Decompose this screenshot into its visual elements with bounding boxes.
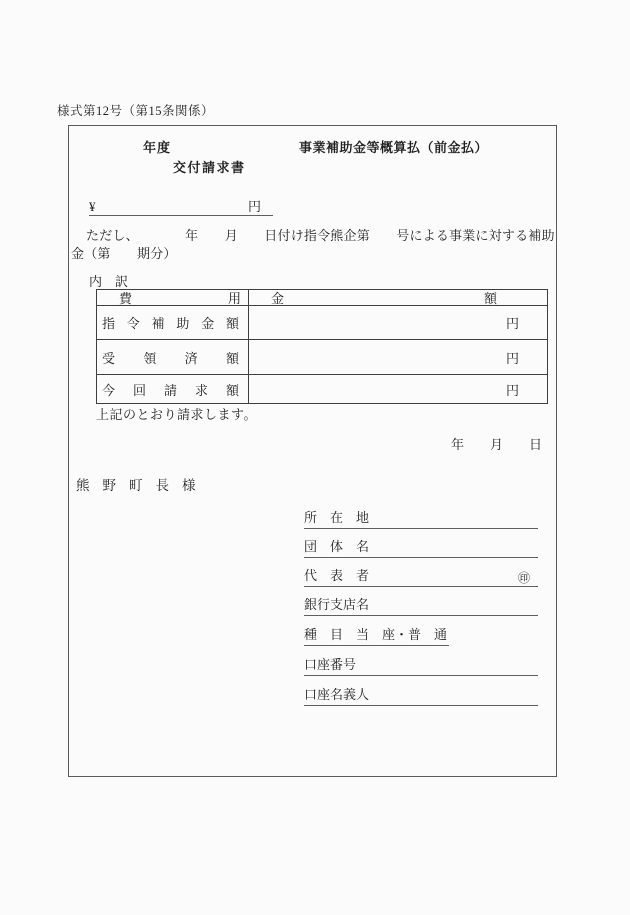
yen-unit: 円 — [505, 382, 519, 398]
title-sub: 交付請求書 — [173, 160, 246, 175]
field-account-number — [304, 654, 538, 676]
row-value-ordered-subsidy — [249, 306, 547, 340]
field-representative-label: 代 表 者 — [304, 568, 370, 583]
field-representative — [304, 565, 538, 587]
title-main: 事業補助金等概算払（前金払） — [299, 140, 489, 155]
yen-unit: 円 — [505, 350, 519, 366]
header-expense-right: 用 — [227, 291, 241, 306]
field-account-type — [304, 624, 449, 646]
proviso-line2: 金（第 期分） — [71, 245, 177, 261]
addressee: 熊野町長様 — [76, 478, 209, 493]
form-sheet — [68, 125, 557, 777]
field-location-label: 所 在 地 — [304, 510, 370, 525]
field-bank-branch-label: 銀行支店名 — [304, 597, 370, 612]
row-value-current-claim — [249, 375, 547, 403]
seal-mark-icon: ㊞ — [517, 571, 530, 585]
title-year-prefix: 年度 — [143, 140, 172, 155]
yen-unit-label: 円 — [247, 199, 261, 214]
row-label-ordered-subsidy: 指 令 補 助 金 額 — [97, 306, 249, 340]
proviso-text — [71, 227, 557, 262]
field-organization-label: 団 体 名 — [304, 539, 370, 554]
field-account-holder — [304, 684, 538, 706]
date-line: 年 月 日 — [450, 437, 542, 452]
table-header-amount — [249, 290, 547, 306]
header-amount-left: 金 — [271, 291, 285, 306]
header-amount-right: 額 — [483, 291, 497, 306]
amount-underline — [89, 196, 273, 216]
field-account-holder-label: 口座名義人 — [304, 687, 370, 702]
table-header-expense — [97, 290, 249, 306]
closing-statement: 上記のとおり請求します。 — [96, 407, 257, 422]
header-expense-left: 費 — [119, 291, 133, 306]
row-label-current-claim: 今 回 請 求 額 — [97, 375, 249, 403]
breakdown-table — [96, 289, 548, 404]
row-value-received-amount — [249, 340, 547, 375]
breakdown-label: 内 訳 — [89, 274, 129, 289]
row-label-received-amount: 受 領 済 額 — [97, 340, 249, 375]
proviso-line1: ただし、 年 月 日付け指令熊企第 号による事業に対する補助 — [86, 228, 555, 243]
yen-unit: 円 — [505, 316, 519, 331]
field-location — [304, 507, 538, 529]
field-organization-name — [304, 536, 538, 558]
yen-symbol: ¥ — [89, 199, 96, 214]
field-account-type-label: 種 目 当 座・普 通 — [304, 627, 448, 642]
field-account-number-label: 口座番号 — [304, 657, 357, 672]
field-bank-branch — [304, 594, 538, 616]
form-number: 様式第12号（第15条関係） — [57, 104, 215, 118]
